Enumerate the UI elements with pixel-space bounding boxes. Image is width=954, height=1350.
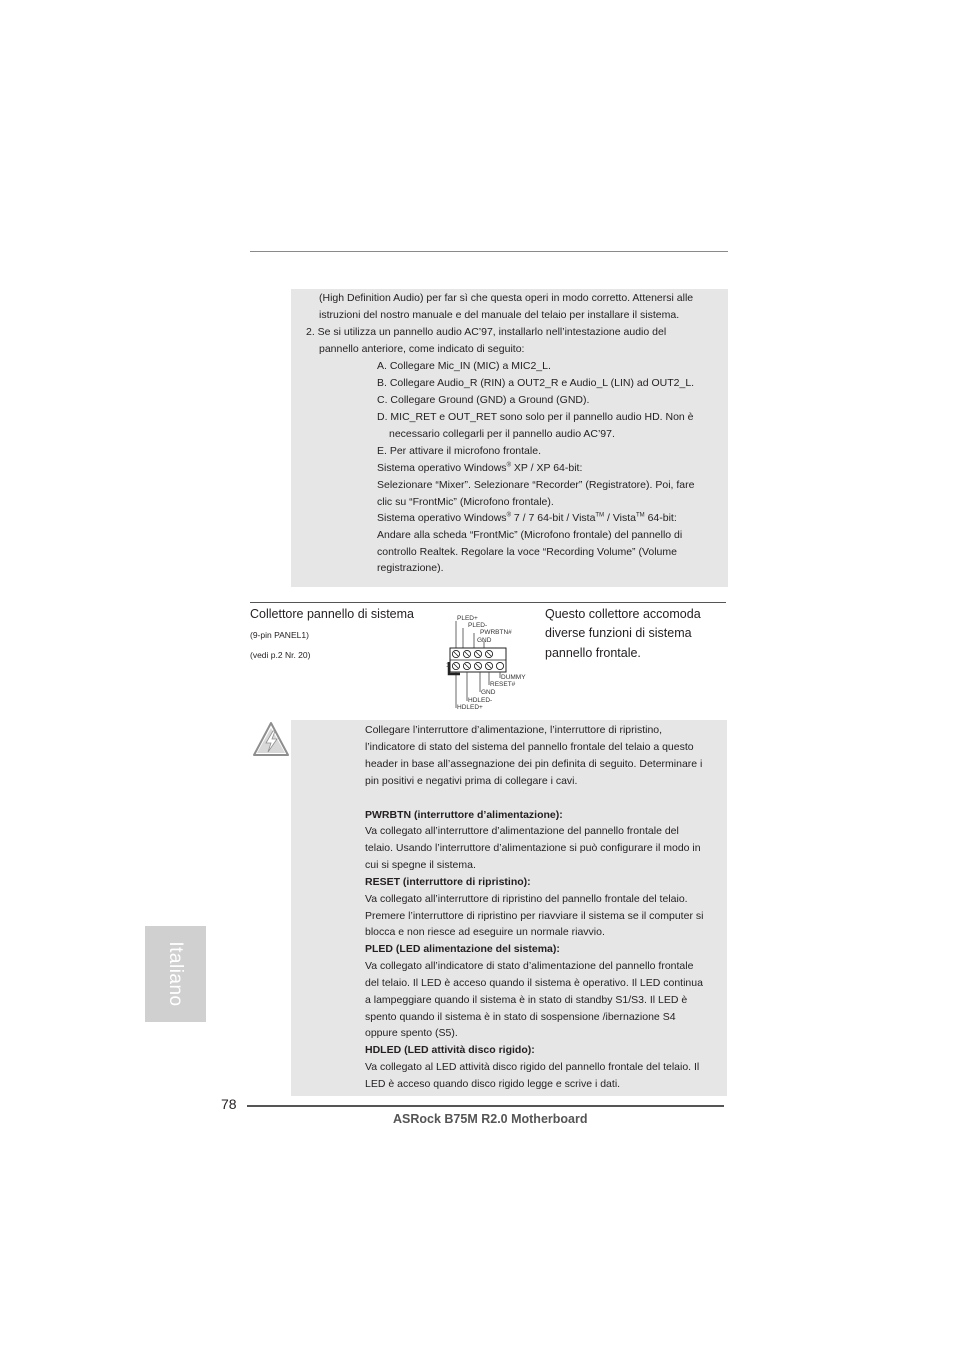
top-rule (250, 251, 728, 252)
warning-icon (251, 719, 291, 759)
page-number: 78 (221, 1096, 237, 1112)
reset-title: RESET (interruttore di ripristino): (365, 876, 531, 888)
os-xp-line: clic su “FrontMic” (Microfono frontale). (377, 496, 554, 508)
pin-label: RESET# (490, 681, 516, 688)
pled-line: a lampeggiare quando il sistema è in stato di standby S1/S3. Il LED è (365, 994, 688, 1006)
audio-line: istruzioni del nostro manuale e del manuale del telaio per installare il sistema. (319, 309, 680, 321)
pled-line: oppure spento (S5). (365, 1027, 458, 1039)
section-rule (250, 602, 726, 603)
warning-intro-line: Collegare l’interruttore d’alimentazione, l’interruttore di ripristino, (365, 724, 663, 736)
audio-line: (High Definition Audio) per far sì che questa operi in modo corretto. Attenersi alle (319, 292, 694, 304)
reset-line: blocca e non riesce ad eseguire un normale riavvio. (365, 926, 605, 938)
audio-line: 2. Se si utilizza un pannello audio AC’97, installarlo nell’intestazione audio del (306, 326, 667, 338)
os-xp-heading: Sistema operativo Windows® XP / XP 64-bit: (377, 462, 583, 474)
panel-description: Questo collettore accomoda (545, 607, 701, 621)
pin-label: HDLED- (468, 697, 493, 704)
pin-label: GND (477, 637, 492, 644)
os-win7-line: registrazione). (377, 562, 444, 574)
pled-line: Va collegato all’indicatore di stato d’alimentazione del pannello frontale (365, 960, 694, 972)
audio-step: B. Collegare Audio_R (RIN) a OUT2_R e Audio_L (LIN) ad OUT2_L. (377, 377, 695, 389)
hdled-line: LED è acceso quando disco rigido legge e scrive i dati. (365, 1078, 621, 1090)
hdled-title: HDLED (LED attività disco rigido): (365, 1044, 535, 1056)
pwrbtn-line: cui si spegne il sistema. (365, 859, 476, 871)
pin-one-marker: 1 (446, 662, 450, 669)
os-xp-line: Selezionare “Mixer”. Selezionare “Recorder” (Registratore). Poi, fare (377, 479, 695, 491)
audio-step: necessario collegarli per il pannello audio AC’97. (389, 428, 615, 440)
warning-intro-line: header in base all’assegnazione dei pin definita di seguito. Determinare i (365, 758, 703, 770)
reset-line: Premere l’interruttore di ripristino per riavviare il sistema se il computer si (365, 910, 704, 922)
pwrbtn-title: PWRBTN (interruttore d’alimentazione): (365, 809, 563, 821)
os-win7-line: Andare alla scheda “FrontMic” (Microfono frontale) del pannello di (377, 529, 683, 541)
pled-title: PLED (LED alimentazione del sistema): (365, 943, 560, 955)
pled-line: del telaio. Il LED è acceso quando il sistema è operativo. Il LED continua (365, 977, 703, 989)
audio-step: E. Per attivare il microfono frontale. (377, 445, 541, 457)
pwrbtn-line: Va collegato all’interruttore d’alimentazione del pannello frontale del (365, 825, 679, 837)
pled-line: spento quando il sistema è in stato di sospensione /ibernazione S4 (365, 1011, 676, 1023)
pin-label: HDLED+ (457, 704, 483, 711)
panel-page-ref: (vedi p.2 Nr. 20) (250, 650, 311, 660)
panel-description: pannello frontale. (545, 646, 641, 660)
audio-step: C. Collegare Ground (GND) a Ground (GND). (377, 394, 590, 406)
footer-product: ASRock B75M R2.0 Motherboard (393, 1112, 588, 1126)
footer-rule (247, 1105, 724, 1107)
os-win7-heading: Sistema operativo Windows® 7 / 7 64-bit / Vista™ / Vista™ 64-bit: (377, 512, 677, 524)
warning-intro-line: l’indicatore di stato del sistema del pannello frontale del telaio a questo (365, 741, 694, 753)
pin-label: GND (481, 689, 496, 696)
pin-label: PLED+ (457, 615, 478, 622)
pin-label: DUMMY (501, 674, 526, 681)
language-tab-label: Italiano (165, 941, 186, 1007)
pin-label: PLED- (468, 622, 488, 629)
hdled-line: Va collegato al LED attività disco rigido del pannello frontale del telaio. Il (365, 1061, 700, 1073)
language-tab (145, 926, 206, 1022)
audio-step: A. Collegare Mic_IN (MIC) a MIC2_L. (377, 360, 551, 372)
panel-description: diverse funzioni di sistema (545, 626, 692, 640)
reset-line: Va collegato all’interruttore di ripristino del pannello frontale del telaio. (365, 893, 688, 905)
panel-pin-spec: (9-pin PANEL1) (250, 630, 309, 640)
os-win7-line: controllo Realtek. Regolare la voce “Recording Volume” (Volume (377, 546, 677, 558)
audio-step: D. MIC_RET e OUT_RET sono solo per il pannello audio HD. Non è (377, 411, 694, 423)
warning-intro-line: pin positivi e negativi prima di collegare i cavi. (365, 775, 578, 787)
panel-header-title: Collettore pannello di sistema (250, 607, 414, 621)
pin-label: PWRBTN# (480, 629, 512, 636)
pwrbtn-line: telaio. Usando l’interruttore d’alimentazione si può configurare il modo in (365, 842, 701, 854)
audio-line: pannello anteriore, come indicato di seguito: (319, 343, 525, 355)
